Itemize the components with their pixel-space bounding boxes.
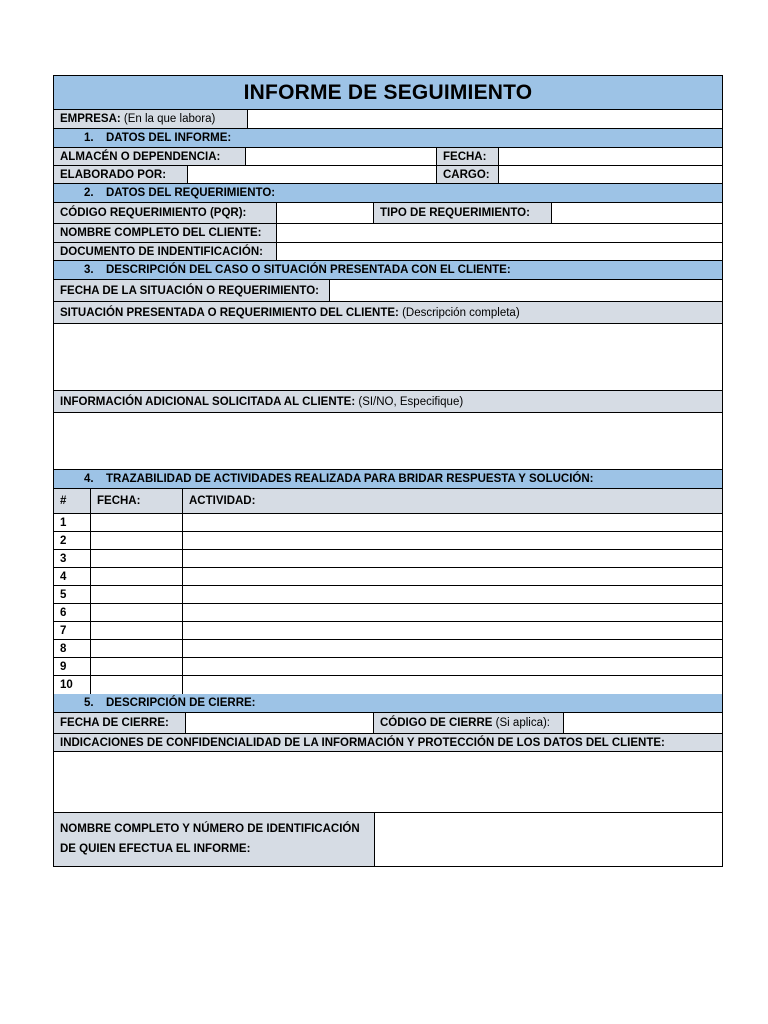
row-actividad-field[interactable] xyxy=(183,550,722,567)
section-4-number: 4. xyxy=(84,473,94,485)
confidencialidad-textarea-row xyxy=(54,752,722,813)
fecha-cierre-field[interactable] xyxy=(186,713,374,733)
table-row xyxy=(54,514,722,532)
firma-label-line-2: DE QUIEN EFECTUA EL INFORME: xyxy=(60,843,251,855)
empresa-row xyxy=(54,110,722,129)
cierre-row xyxy=(54,713,722,734)
codigo-cierre-label-text: CÓDIGO DE CIERRE xyxy=(380,717,493,729)
cargo-field[interactable] xyxy=(499,166,722,183)
section-4-header xyxy=(54,470,722,489)
empresa-label xyxy=(54,110,248,128)
section-5-header xyxy=(54,694,722,713)
trazabilidad-header-row xyxy=(54,489,722,514)
situacion-label xyxy=(54,302,722,323)
row-number: 8 xyxy=(54,640,91,657)
firma-label-line-1: NOMBRE COMPLETO Y NÚMERO DE IDENTIFICACIÓN xyxy=(60,823,360,835)
info-adicional-label xyxy=(54,391,722,412)
empresa-hint: (En la que labora) xyxy=(123,113,216,125)
elaborado-row xyxy=(54,166,722,184)
codigo-requerimiento-label: CÓDIGO REQUERIMIENTO (PQR): xyxy=(54,203,277,223)
page-title: INFORME DE SEGUIMIENTO xyxy=(243,80,533,104)
row-fecha-field[interactable] xyxy=(91,532,183,549)
section-3-number: 3. xyxy=(84,264,94,276)
firma-label xyxy=(54,813,375,866)
confidencialidad-textarea[interactable] xyxy=(54,752,722,812)
firma-field[interactable] xyxy=(375,813,722,866)
row-actividad-field[interactable] xyxy=(183,658,722,675)
table-row xyxy=(54,550,722,568)
fecha-label: FECHA: xyxy=(437,148,499,165)
title-row xyxy=(54,76,722,110)
info-adicional-label-text: INFORMACIÓN ADICIONAL SOLICITADA AL CLIENTE: xyxy=(60,395,356,408)
row-fecha-field[interactable] xyxy=(91,514,183,531)
section-4-title: TRAZABILIDAD DE ACTIVIDADES REALIZADA PARA BRIDAR RESPUESTA Y SOLUCIÓN: xyxy=(106,473,594,485)
codigo-cierre-field[interactable] xyxy=(564,713,722,733)
empresa-label-text: EMPRESA: xyxy=(60,113,121,125)
situacion-label-text: SITUACIÓN PRESENTADA O REQUERIMIENTO DEL CLIENTE: xyxy=(60,306,399,319)
section-3-header xyxy=(54,261,722,280)
codigo-row xyxy=(54,203,722,224)
almacen-label: ALMACÉN O DEPENDENCIA: xyxy=(54,148,246,165)
documento-row xyxy=(54,243,722,261)
situacion-hint: (Descripción completa) xyxy=(402,306,520,319)
row-fecha-field[interactable] xyxy=(91,550,183,567)
table-row xyxy=(54,604,722,622)
row-number: 5 xyxy=(54,586,91,603)
confidencialidad-header-row xyxy=(54,734,722,752)
row-fecha-field[interactable] xyxy=(91,586,183,603)
firma-row xyxy=(54,813,722,866)
row-actividad-field[interactable] xyxy=(183,676,722,694)
row-actividad-field[interactable] xyxy=(183,622,722,639)
row-number: 1 xyxy=(54,514,91,531)
section-1-number: 1. xyxy=(84,132,94,144)
row-number: 10 xyxy=(54,676,91,694)
situacion-header-row xyxy=(54,302,722,324)
almacen-field[interactable] xyxy=(246,148,437,165)
row-actividad-field[interactable] xyxy=(183,514,722,531)
col-header-actividad: ACTIVIDAD: xyxy=(189,495,256,507)
row-number: 6 xyxy=(54,604,91,621)
row-fecha-field[interactable] xyxy=(91,568,183,585)
row-number: 4 xyxy=(54,568,91,585)
nombre-cliente-row xyxy=(54,224,722,243)
cargo-label: CARGO: xyxy=(437,166,499,183)
trazabilidad-rows xyxy=(54,514,722,694)
table-row xyxy=(54,658,722,676)
table-row xyxy=(54,568,722,586)
row-fecha-field[interactable] xyxy=(91,622,183,639)
section-2-title: DATOS DEL REQUERIMIENTO: xyxy=(106,187,276,199)
table-row xyxy=(54,640,722,658)
table-row xyxy=(54,676,722,694)
situacion-textarea[interactable] xyxy=(54,324,722,390)
section-5-title: DESCRIPCIÓN DE CIERRE: xyxy=(106,697,256,709)
row-actividad-field[interactable] xyxy=(183,532,722,549)
documento-field[interactable] xyxy=(277,243,722,260)
section-5-number: 5. xyxy=(84,697,94,709)
codigo-requerimiento-field[interactable] xyxy=(277,203,374,223)
info-adicional-textarea-row xyxy=(54,413,722,470)
fecha-situacion-label: FECHA DE LA SITUACIÓN O REQUERIMIENTO: xyxy=(54,280,330,301)
row-number: 3 xyxy=(54,550,91,567)
fecha-field[interactable] xyxy=(499,148,722,165)
fecha-cierre-label: FECHA DE CIERRE: xyxy=(54,713,186,733)
row-fecha-field[interactable] xyxy=(91,658,183,675)
row-number: 2 xyxy=(54,532,91,549)
codigo-cierre-label xyxy=(374,713,564,733)
table-row xyxy=(54,586,722,604)
elaborado-label: ELABORADO POR: xyxy=(54,166,188,183)
row-number: 7 xyxy=(54,622,91,639)
info-adicional-textarea[interactable] xyxy=(54,413,722,469)
nombre-cliente-field[interactable] xyxy=(277,224,722,242)
row-number: 9 xyxy=(54,658,91,675)
situacion-textarea-row xyxy=(54,324,722,391)
almacen-row xyxy=(54,148,722,166)
info-adicional-hint: (SI/NO, Especifique) xyxy=(358,395,464,408)
row-actividad-field[interactable] xyxy=(183,568,722,585)
row-actividad-field[interactable] xyxy=(183,640,722,657)
tipo-requerimiento-label: TIPO DE REQUERIMIENTO: xyxy=(374,203,552,223)
fecha-situacion-row xyxy=(54,280,722,302)
section-1-title: DATOS DEL INFORME: xyxy=(106,132,232,144)
table-row xyxy=(54,622,722,640)
section-3-title: DESCRIPCIÓN DEL CASO O SITUACIÓN PRESENTADA CON EL CLIENTE: xyxy=(106,264,511,276)
section-1-header xyxy=(54,129,722,148)
nombre-cliente-label: NOMBRE COMPLETO DEL CLIENTE: xyxy=(54,224,277,242)
row-fecha-field[interactable] xyxy=(91,604,183,621)
col-header-fecha: FECHA: xyxy=(91,489,183,513)
fecha-situacion-field[interactable] xyxy=(330,280,722,301)
info-adicional-header-row xyxy=(54,391,722,413)
table-row xyxy=(54,532,722,550)
section-2-number: 2. xyxy=(84,187,94,199)
col-header-number: # xyxy=(54,489,91,513)
row-actividad-field[interactable] xyxy=(183,586,722,603)
elaborado-field[interactable] xyxy=(188,166,437,183)
row-fecha-field[interactable] xyxy=(91,676,183,694)
row-fecha-field[interactable] xyxy=(91,640,183,657)
empresa-field[interactable] xyxy=(248,110,722,128)
documento-label: DOCUMENTO DE INDENTIFICACIÓN: xyxy=(54,243,277,260)
codigo-cierre-hint: (Si aplica): xyxy=(495,717,550,729)
row-actividad-field[interactable] xyxy=(183,604,722,621)
tipo-requerimiento-field[interactable] xyxy=(552,203,722,223)
section-2-header xyxy=(54,184,722,203)
confidencialidad-label: INDICACIONES DE CONFIDENCIALIDAD DE LA INFORMACIÓN Y PROTECCIÓN DE LOS DATOS DEL CLIENTE: xyxy=(60,736,665,749)
follow-up-report-form xyxy=(53,75,723,867)
